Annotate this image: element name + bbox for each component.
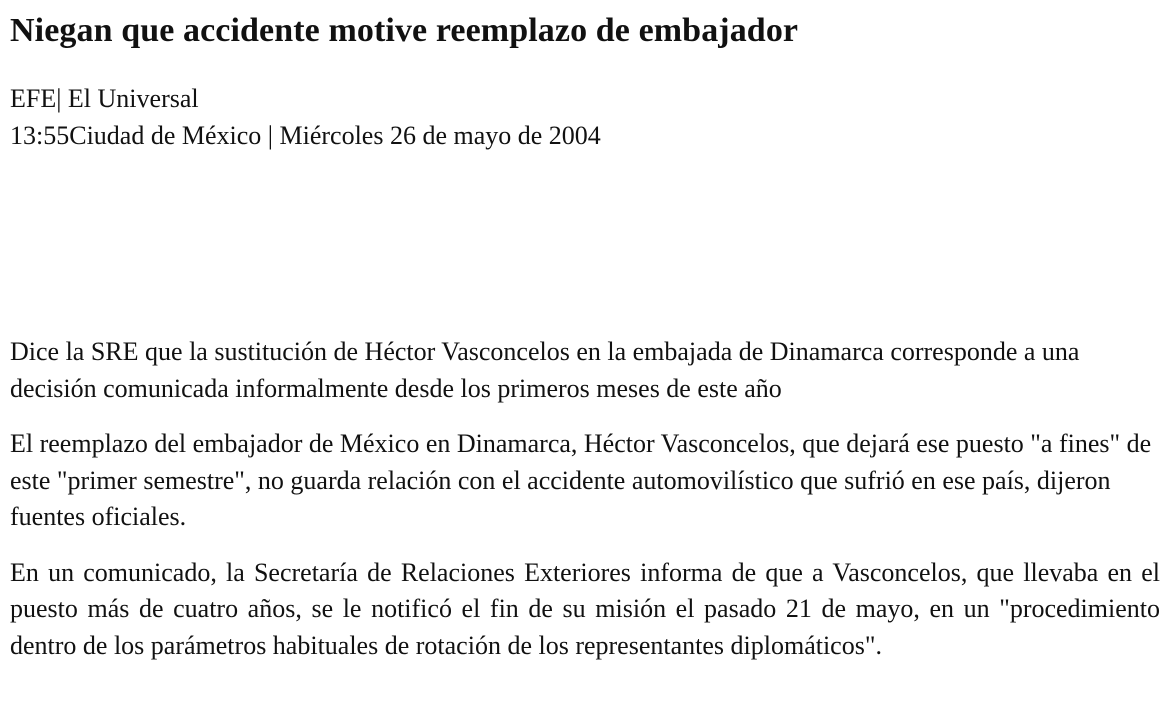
blank-media-area	[10, 170, 1160, 330]
article-paragraph-2: En un comunicado, la Secretaría de Relaciones Exteriores informa de que a Vasconcelos, que llevaba en el puesto más de cuatro años, se le notificó el fin de su misión el pasado 21 de mayo, en un "procedimiento dentro de los parámetros habituales de rotación de los representantes diplomáticos".	[10, 557, 1160, 660]
article-summary: Dice la SRE que la sustitución de Héctor Vasconcelos en la embajada de Dinamarca corresponde a una decisión comunicada informalmente desde los primeros meses de este año	[10, 337, 1080, 403]
article-body	[10, 334, 1160, 683]
byline-dateline: 13:55Ciudad de México | Miércoles 26 de mayo de 2004	[10, 121, 601, 150]
article-byline	[10, 80, 601, 154]
article-paragraph-1: El reemplazo del embajador de México en Dinamarca, Héctor Vasconcelos, que dejará ese puesto "a fines" de este "primer semestre", no guarda relación con el accidente automovilístico que sufrió en ese país, dijeron fuentes oficiales.	[10, 429, 1152, 531]
byline-source: EFE| El Universal	[10, 84, 199, 113]
article-headline: Niegan que accidente motive reemplazo de embajador	[10, 12, 799, 49]
